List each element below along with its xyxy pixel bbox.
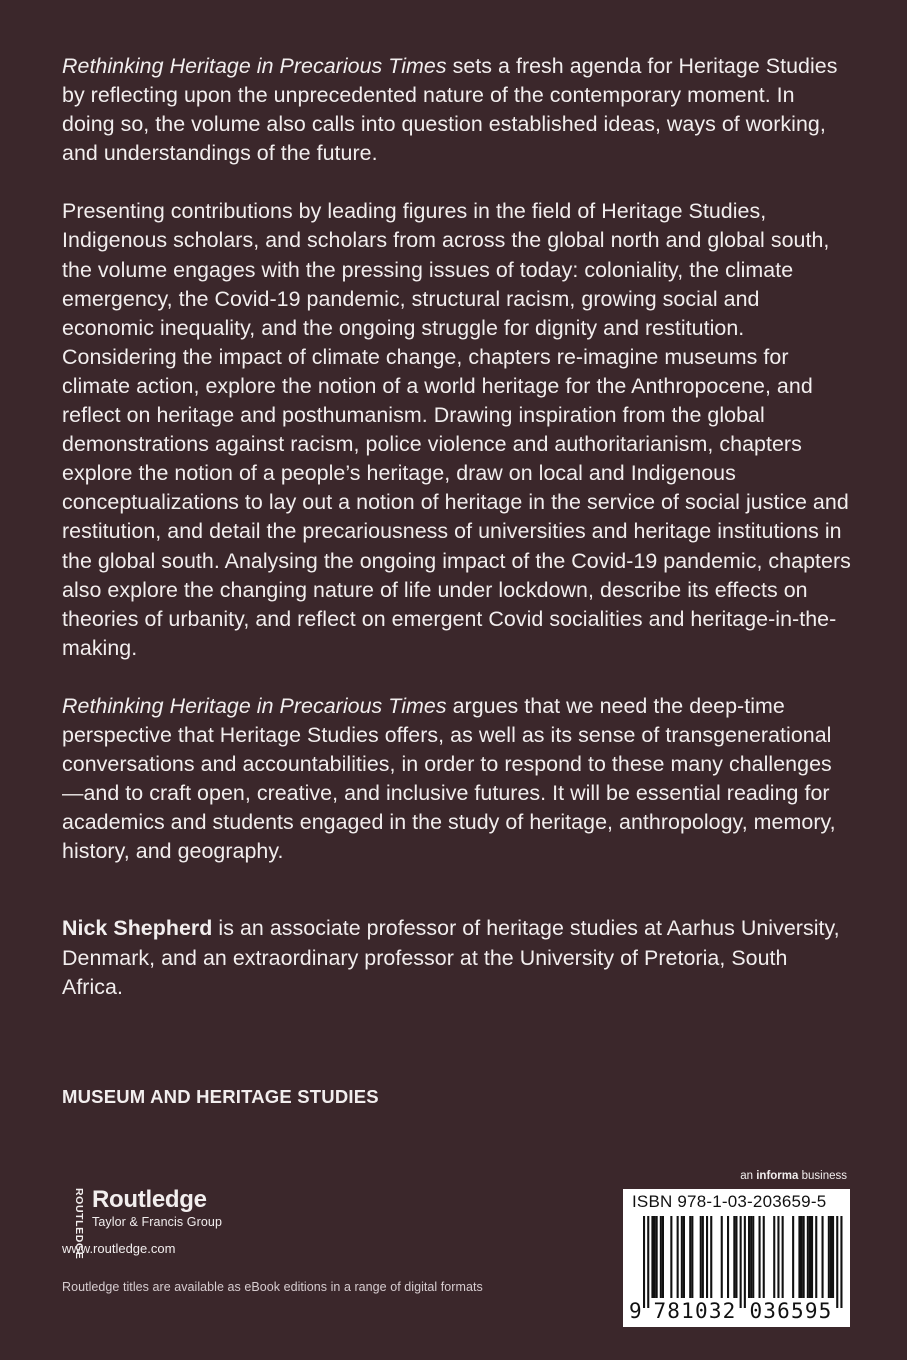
barcode-bar — [811, 1216, 813, 1298]
barcode-bar — [681, 1216, 683, 1298]
ebook-note: Routledge titles are available as eBook editions in a range of digital formats — [62, 1280, 483, 1294]
barcode-bar — [683, 1216, 685, 1298]
barcode-bar — [691, 1216, 693, 1298]
barcode-bar — [801, 1216, 803, 1298]
barcode-bar — [706, 1216, 708, 1298]
back-cover-text — [62, 52, 852, 1031]
barcode-bar — [702, 1216, 704, 1298]
book-title-italic: Rethinking Heritage in Precarious Times — [62, 693, 447, 718]
publisher-name: Routledge — [92, 1186, 207, 1213]
barcode-bar — [689, 1216, 691, 1298]
barcode-bar — [700, 1216, 702, 1298]
barcode-bar — [832, 1216, 834, 1298]
barcode-bar — [822, 1216, 824, 1298]
barcode-bar — [710, 1216, 712, 1298]
barcode-bar — [735, 1216, 737, 1298]
barcode-bar — [750, 1216, 752, 1298]
barcode-bar — [803, 1216, 805, 1298]
barcode-bar — [836, 1216, 838, 1308]
barcode-bar — [744, 1216, 746, 1308]
barcode-bar — [651, 1216, 653, 1298]
barcode-right-digits: 036595 — [749, 1299, 833, 1323]
author-name: Nick Shepherd — [62, 916, 213, 941]
publisher-group: Taylor & Francis Group — [92, 1215, 223, 1229]
barcode-bar — [647, 1216, 649, 1308]
barcode-bar — [792, 1216, 794, 1298]
blurb-paragraph-1 — [62, 52, 852, 168]
informa-tagline: an informa business — [740, 1170, 847, 1182]
barcode-bar — [660, 1216, 662, 1298]
barcode-bar — [721, 1216, 723, 1298]
barcode-bar — [782, 1216, 784, 1298]
barcode-digits — [629, 1299, 843, 1323]
barcode-bar — [815, 1216, 817, 1298]
barcode-bar — [763, 1216, 765, 1298]
barcode-bar — [777, 1216, 779, 1298]
isbn-barcode — [623, 1189, 850, 1327]
barcode-bar — [840, 1216, 842, 1308]
barcode-bar — [654, 1216, 656, 1298]
barcode-first-digit: 9 — [629, 1299, 643, 1323]
book-title-italic: Rethinking Heritage in Precarious Times — [62, 54, 447, 78]
barcode-bar — [798, 1216, 800, 1298]
barcode-bar — [662, 1216, 664, 1298]
publisher-url: www.routledge.com — [62, 1241, 176, 1256]
barcode-bar — [809, 1216, 811, 1298]
series-name: MUSEUM AND HERITAGE STUDIES — [62, 1086, 379, 1107]
barcode-bar — [828, 1216, 830, 1298]
barcode-bar — [677, 1216, 679, 1298]
author-bio — [62, 914, 852, 1001]
routledge-logo-icon — [62, 1186, 85, 1260]
barcode-bar — [670, 1216, 672, 1298]
informa-brand: informa — [756, 1170, 799, 1182]
isbn-label: ISBN 978-1-03-203659-5 — [632, 1192, 827, 1211]
barcode-bar — [643, 1216, 645, 1308]
blurb-paragraph-3 — [62, 692, 852, 867]
barcode-bar — [656, 1216, 658, 1298]
blurb-paragraph-1-text: sets a fresh agenda for Heritage Studies by reflecting upon the unprecedented nature of the contemporary moment. In doing so, the volume also calls into question established ideas, ways of working, and understandings of the future. — [62, 54, 838, 166]
author-bio-text: is an associate professor of heritage studies at Aarhus University, Denmark, and an extraordinary professor at the University of Pretoria, South Africa. — [62, 916, 840, 999]
publisher-wordmark — [92, 1186, 222, 1230]
barcode-bar — [740, 1216, 742, 1308]
blurb-paragraph-2: Presenting contributions by leading figures in the field of Heritage Studies, Indigenous scholars, and scholars from across the global north and global south, the volume engages with the pressing issues of today: coloniality, the climate emergency, the Covid-19 pandemic, structural racism, growing social and economic inequality, and the ongoing struggle for dignity and restitution. Considering the impact of climate change, chapters re-imagine museums for climate action, explore the notion of a world heritage for the Anthropocene, and reflect on heritage and posthumanism. Drawing inspiration from the global demonstrations against racism, police violence and authoritarianism, chapters explore the notion of a people’s heritage, draw on local and Indigenous conceptualizations to lay out a notion of heritage in the service of social justice and restitution, and detail the precariousness of universities and heritage institutions in the global south. Analysing the ongoing impact of the Covid-19 pandemic, chapters also explore the changing nature of life under lockdown, describe its effects on theories of urbanity, and reflect on emergent Covid socialities and heritage-in-the-making. — [62, 199, 851, 660]
barcode-bar — [759, 1216, 761, 1298]
barcode-bar — [830, 1216, 832, 1298]
svg-text:ROUTLEDGE: ROUTLEDGE — [73, 1188, 85, 1260]
barcode-left-digits: 781032 — [653, 1299, 737, 1323]
barcode-bar — [727, 1216, 729, 1298]
blurb-paragraph-3-text: argues that we need the deep-time perspective that Heritage Studies offers, as well as its sense of transgenerational conversations and accountabilities, in order to respond to these many challenges—and to craft open, creative, and inclusive futures. It will be essential reading for academics and students engaged in the study of heritage, anthropology, memory, history, and geography. — [62, 693, 836, 864]
barcode-bar — [773, 1216, 775, 1298]
barcode-bar — [807, 1216, 809, 1298]
barcode-bar — [752, 1216, 754, 1298]
barcode-bar — [733, 1216, 735, 1298]
barcode-bar — [748, 1216, 750, 1298]
